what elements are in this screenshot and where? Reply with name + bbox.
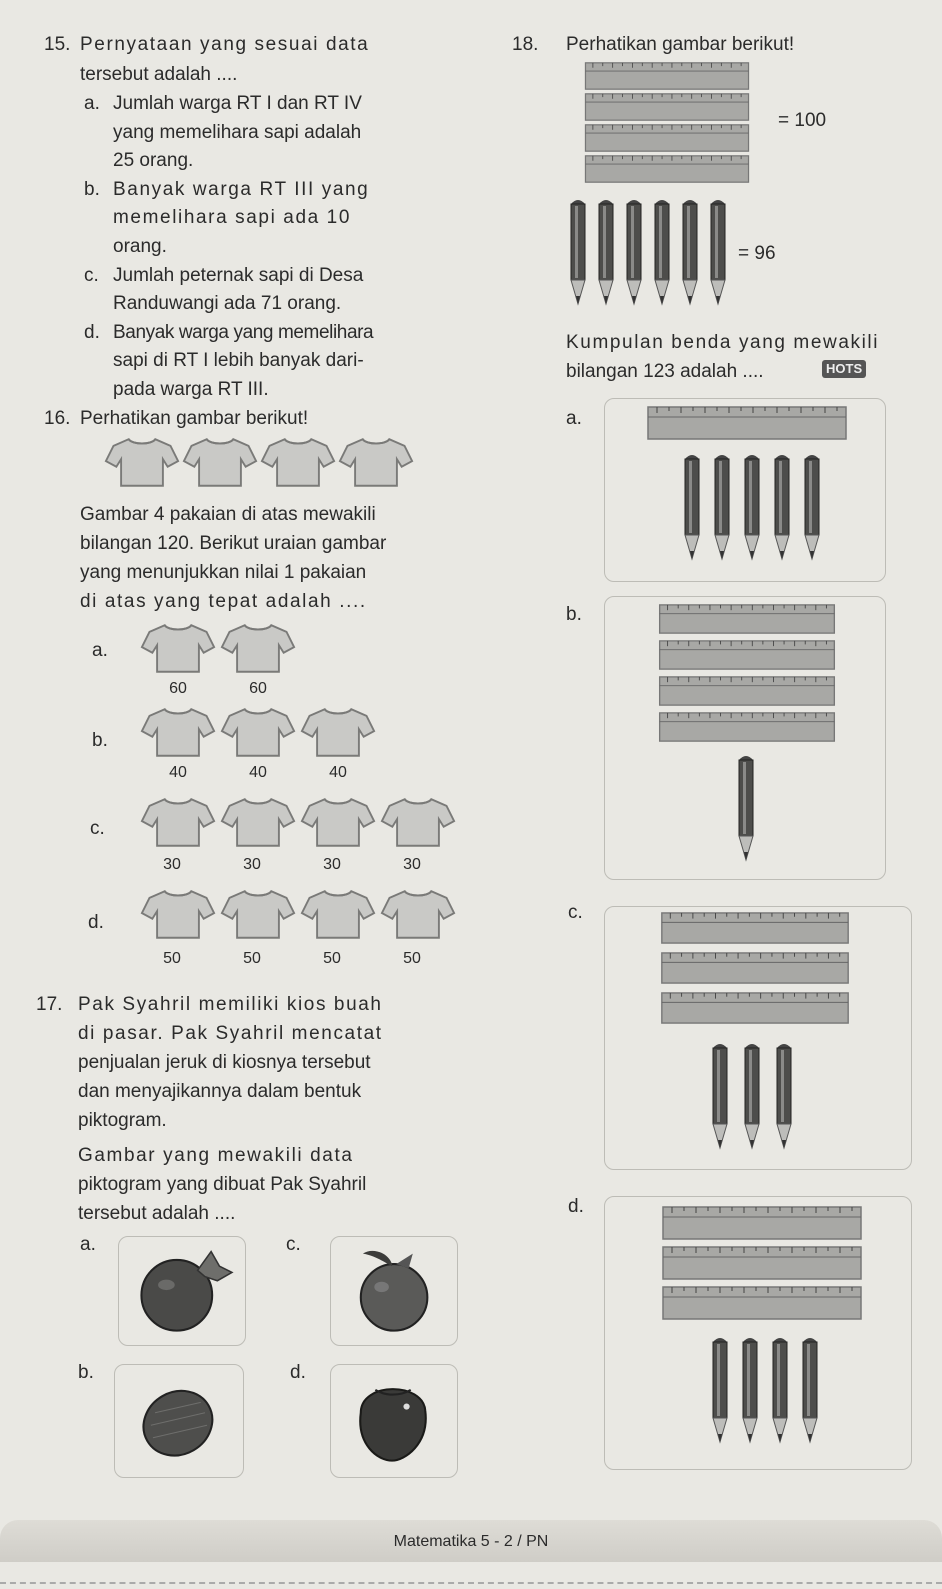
pencil-value: = 96 [738, 243, 776, 264]
cut-line [0, 1582, 942, 1584]
q16-desc-line: yang menunjukkan nilai 1 pakaian [80, 562, 367, 583]
q15-option-a-line: Jumlah warga RT I dan RT IV [113, 93, 362, 114]
q18-option-a[interactable]: a. [566, 408, 582, 429]
q17-stem-line: di pasar. Pak Syahril mencatat [78, 1023, 383, 1044]
ruler-pencil-set [614, 604, 882, 870]
q17-stem-line: Pak Syahril memiliki kios buah [78, 994, 383, 1015]
q15-option-a-line: yang memelihara sapi adalah [113, 122, 362, 143]
orange-icon [340, 1370, 444, 1466]
shirt-icon [140, 706, 380, 758]
q18-option-b[interactable]: b. [566, 604, 582, 625]
pencil-group-icon [566, 196, 736, 308]
shirt-value: 50 [163, 950, 181, 967]
shirt-value: 50 [243, 950, 261, 967]
q15-option-a-line: 25 orang. [113, 150, 194, 171]
hots-badge: HOTS [822, 360, 866, 378]
q15-option-c-line: Randuwangi ada 71 orang. [113, 293, 342, 314]
orange-icon [340, 1240, 444, 1336]
orange-icon [130, 1240, 234, 1336]
q15-option-d-line: pada warga RT III. [113, 379, 269, 400]
shirt-value: 60 [249, 680, 267, 697]
q17-stem-line: piktogram. [78, 1110, 167, 1131]
shirt-value: 60 [169, 680, 187, 697]
q18-question-line: Kumpulan benda yang mewakili [566, 332, 880, 353]
q17-option-a[interactable]: a. [80, 1234, 96, 1255]
q17-stem-line: tersebut adalah .... [78, 1203, 236, 1224]
footer-text: Matematika 5 - 2 / PN [393, 1533, 549, 1550]
q15-stem-line2: tersebut adalah .... [80, 64, 238, 85]
shirt-value: 40 [169, 764, 187, 781]
shirt-icon [140, 796, 460, 848]
q17-stem-line: dan menyajikannya dalam bentuk [78, 1081, 362, 1102]
q16-shirt-row [104, 436, 414, 493]
orange-icon [128, 1370, 232, 1466]
shirt-icon [140, 888, 460, 940]
q15-stem-line1: Pernyataan yang sesuai data [80, 34, 370, 55]
q15-option-d-line: Banyak warga yang memelihara [113, 322, 374, 343]
q16-desc-line: Gambar 4 pakaian di atas mewakili [80, 504, 376, 525]
shirt-value: 50 [323, 950, 341, 967]
shirt-icons [104, 436, 414, 488]
shirt-value: 30 [243, 856, 261, 873]
q17-option-b[interactable]: b. [78, 1362, 94, 1383]
shirt-value: 40 [329, 764, 347, 781]
ruler-value: = 100 [778, 110, 827, 131]
q16-option-b[interactable]: b. [92, 730, 108, 751]
ruler-pencil-set [614, 406, 882, 566]
q17-number: 17. [36, 994, 63, 1015]
q15-option-b-line: Banyak warga RT III yang [113, 179, 370, 200]
q15-option-d-line: sapi di RT I lebih banyak dari- [113, 350, 364, 371]
q16-desc-line: bilangan 120. Berikut uraian gambar [80, 533, 387, 554]
q18-question-line: bilangan 123 adalah .... [566, 361, 764, 382]
q17-stem-line: piktogram yang dibuat Pak Syahril [78, 1174, 367, 1195]
q17-stem-line: penjualan jeruk di kiosnya tersebut [78, 1052, 371, 1073]
shirt-value: 30 [163, 856, 181, 873]
q18-stem: Perhatikan gambar berikut! [566, 34, 795, 55]
q15-option-c-line: Jumlah peternak sapi di Desa [113, 265, 364, 286]
q16-stem: Perhatikan gambar berikut! [80, 408, 309, 429]
shirt-value: 40 [249, 764, 267, 781]
q15-option-b-line: orang. [113, 236, 167, 257]
q17-option-d[interactable]: d. [290, 1362, 306, 1383]
shirt-icon [140, 622, 300, 674]
q18-option-c[interactable]: c. [568, 902, 583, 923]
q18-option-d[interactable]: d. [568, 1196, 584, 1217]
q16-option-d[interactable]: d. [88, 912, 104, 933]
q17-option-c[interactable]: c. [286, 1234, 301, 1255]
q15-number: 15. [44, 34, 71, 55]
q16-option-a[interactable]: a. [92, 640, 108, 661]
q15-option-letter[interactable]: a. [84, 93, 100, 114]
q16-number: 16. [44, 408, 71, 429]
shirt-value: 30 [323, 856, 341, 873]
q16-desc-line: di atas yang tepat adalah .... [80, 591, 367, 612]
q15-option-letter[interactable]: c. [84, 265, 99, 286]
q17-stem-line: Gambar yang mewakili data [78, 1145, 354, 1166]
shirt-value: 50 [403, 950, 421, 967]
q16-option-c[interactable]: c. [90, 818, 105, 839]
ruler-pencil-set [624, 912, 890, 1162]
ruler-pencil-set [630, 1206, 896, 1462]
q15-option-letter[interactable]: d. [84, 322, 100, 343]
q18-number: 18. [512, 34, 539, 55]
ruler-group-icon [562, 62, 774, 184]
q15-option-letter[interactable]: b. [84, 179, 100, 200]
q15-option-b-line: memelihara sapi ada 10 [113, 207, 351, 228]
shirt-value: 30 [403, 856, 421, 873]
